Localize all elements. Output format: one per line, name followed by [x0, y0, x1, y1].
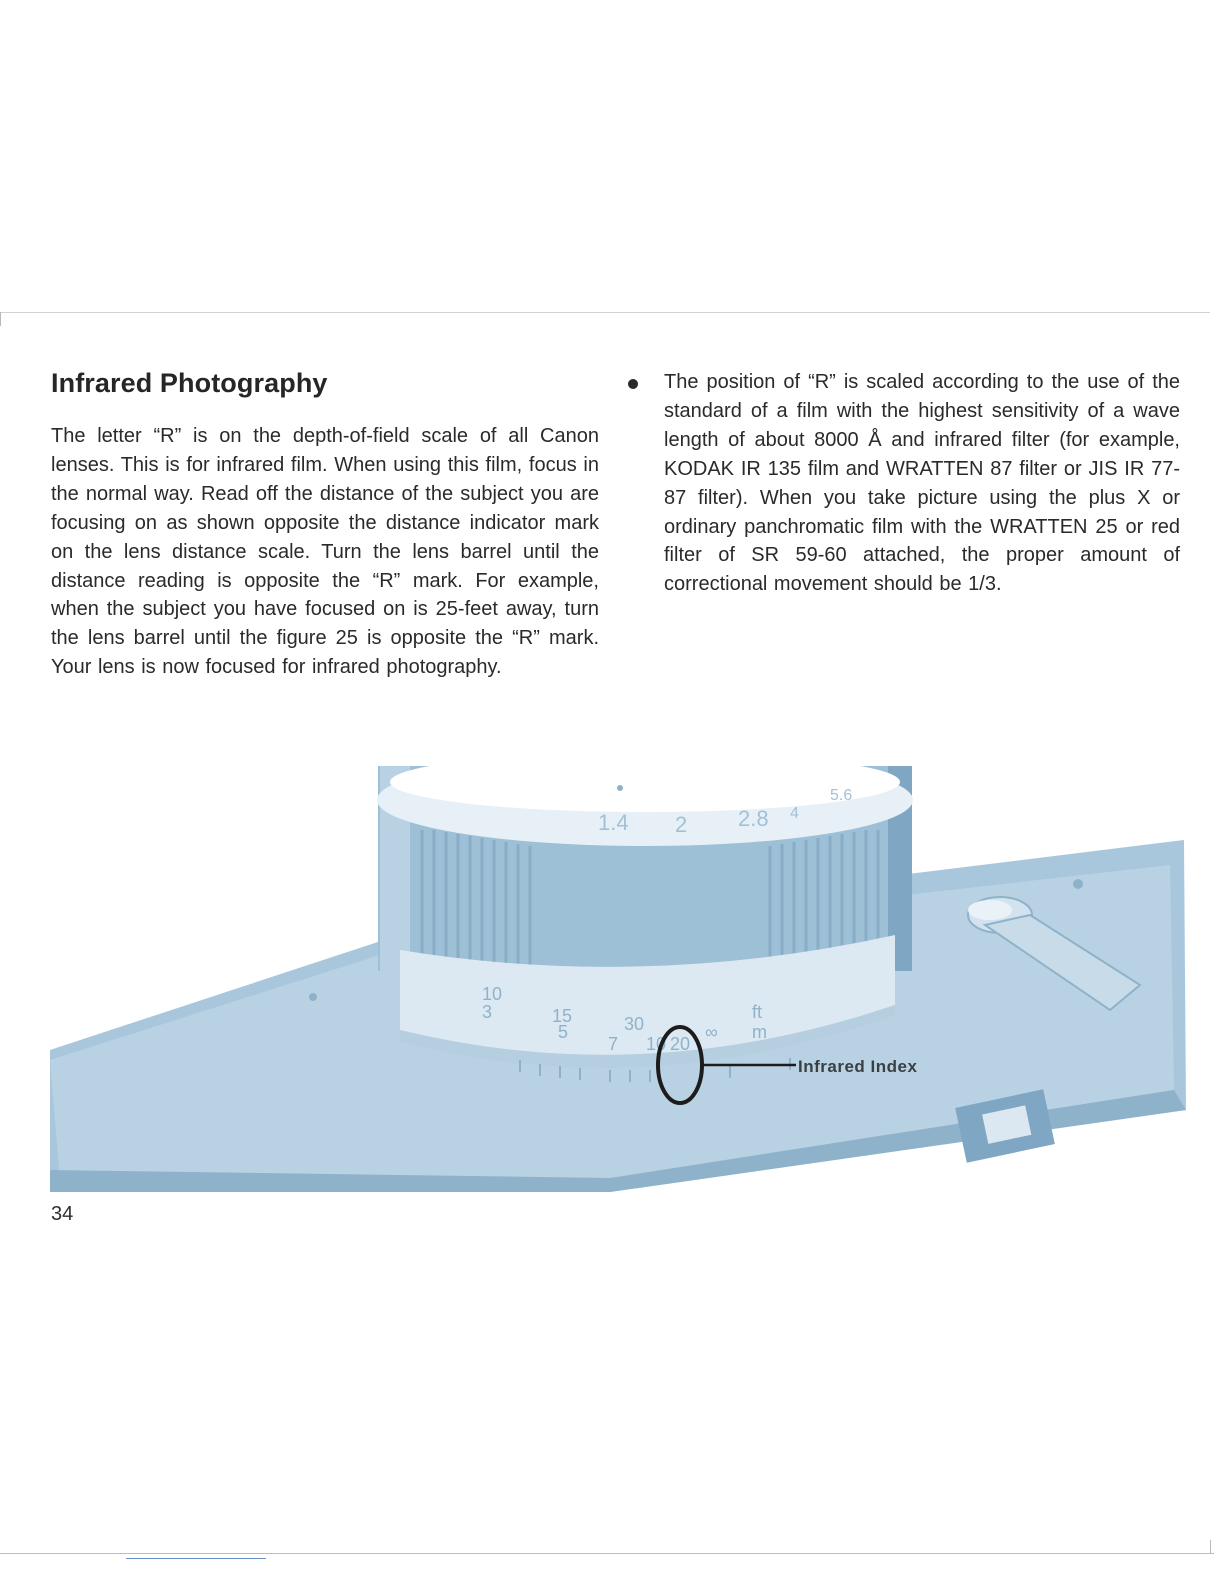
page-top-corner-mark: [0, 312, 1, 326]
section-title: Infrared Photography: [51, 368, 328, 398]
scale-mark: 10: [646, 1034, 667, 1054]
scale-mark: 30: [624, 1014, 645, 1034]
scale-mark: 10: [482, 984, 503, 1004]
aperture-mark: 1.4: [598, 810, 629, 835]
blue-underline: [126, 1558, 266, 1559]
aperture-mark: 5.6: [830, 787, 853, 804]
scale-mark: 15: [552, 1006, 573, 1026]
page-number: 34: [51, 1203, 74, 1225]
page-top-rule: [0, 312, 1210, 313]
aperture-mark: 2.8: [738, 806, 769, 831]
page-bottom-corner-mark: [1210, 1540, 1211, 1554]
right-paragraph: The position of “R” is scaled according to the use of the standard of a film with the highest sensitivity of a wave length of about 8000 Å and infrared filter (for example, KODAK IR 135 film and WRATTEN 87 filter or JIS IR 77-87 filter). When you take picture using the plus X or ordinary panchromatic film with the WRATTEN 25 or red filter of SR 59-60 attached, the proper amount of correctional movement should be 1/3.: [664, 371, 1180, 596]
infinity-mark: ∞: [705, 1022, 718, 1042]
scale-mark: 20: [670, 1034, 691, 1054]
bullet-icon: [628, 379, 638, 389]
page-bottom-rule: [0, 1553, 1214, 1554]
scale-mark: 5: [558, 1022, 569, 1042]
aperture-mark: 4: [790, 805, 799, 822]
right-column: [664, 368, 1180, 599]
left-column: [51, 368, 599, 682]
scale-mark: 3: [482, 1002, 493, 1022]
scale-mark: ft: [752, 1002, 763, 1022]
left-paragraph: The letter “R” is on the depth-of-field scale of all Canon lenses. This is for infrared film. When using this film, focus in the normal way. Read off the distance of the subject you are focusing on as shown opposite the distance indicator mark on the lens distance scale. Turn the lens barrel until the distance reading is opposite the “R” mark. For example, when the subject you have focused on is 25-feet away, turn the lens barrel until the figure 25 is opposite the “R” mark. Your lens is now focused for infrared photography.: [51, 425, 599, 679]
infrared-index-label: Infrared Index: [798, 1057, 918, 1076]
aperture-mark: 2: [675, 812, 688, 837]
camera-lens-photo: [50, 760, 1186, 1194]
scale-mark: 7: [608, 1034, 619, 1054]
scale-mark: m: [752, 1022, 767, 1042]
